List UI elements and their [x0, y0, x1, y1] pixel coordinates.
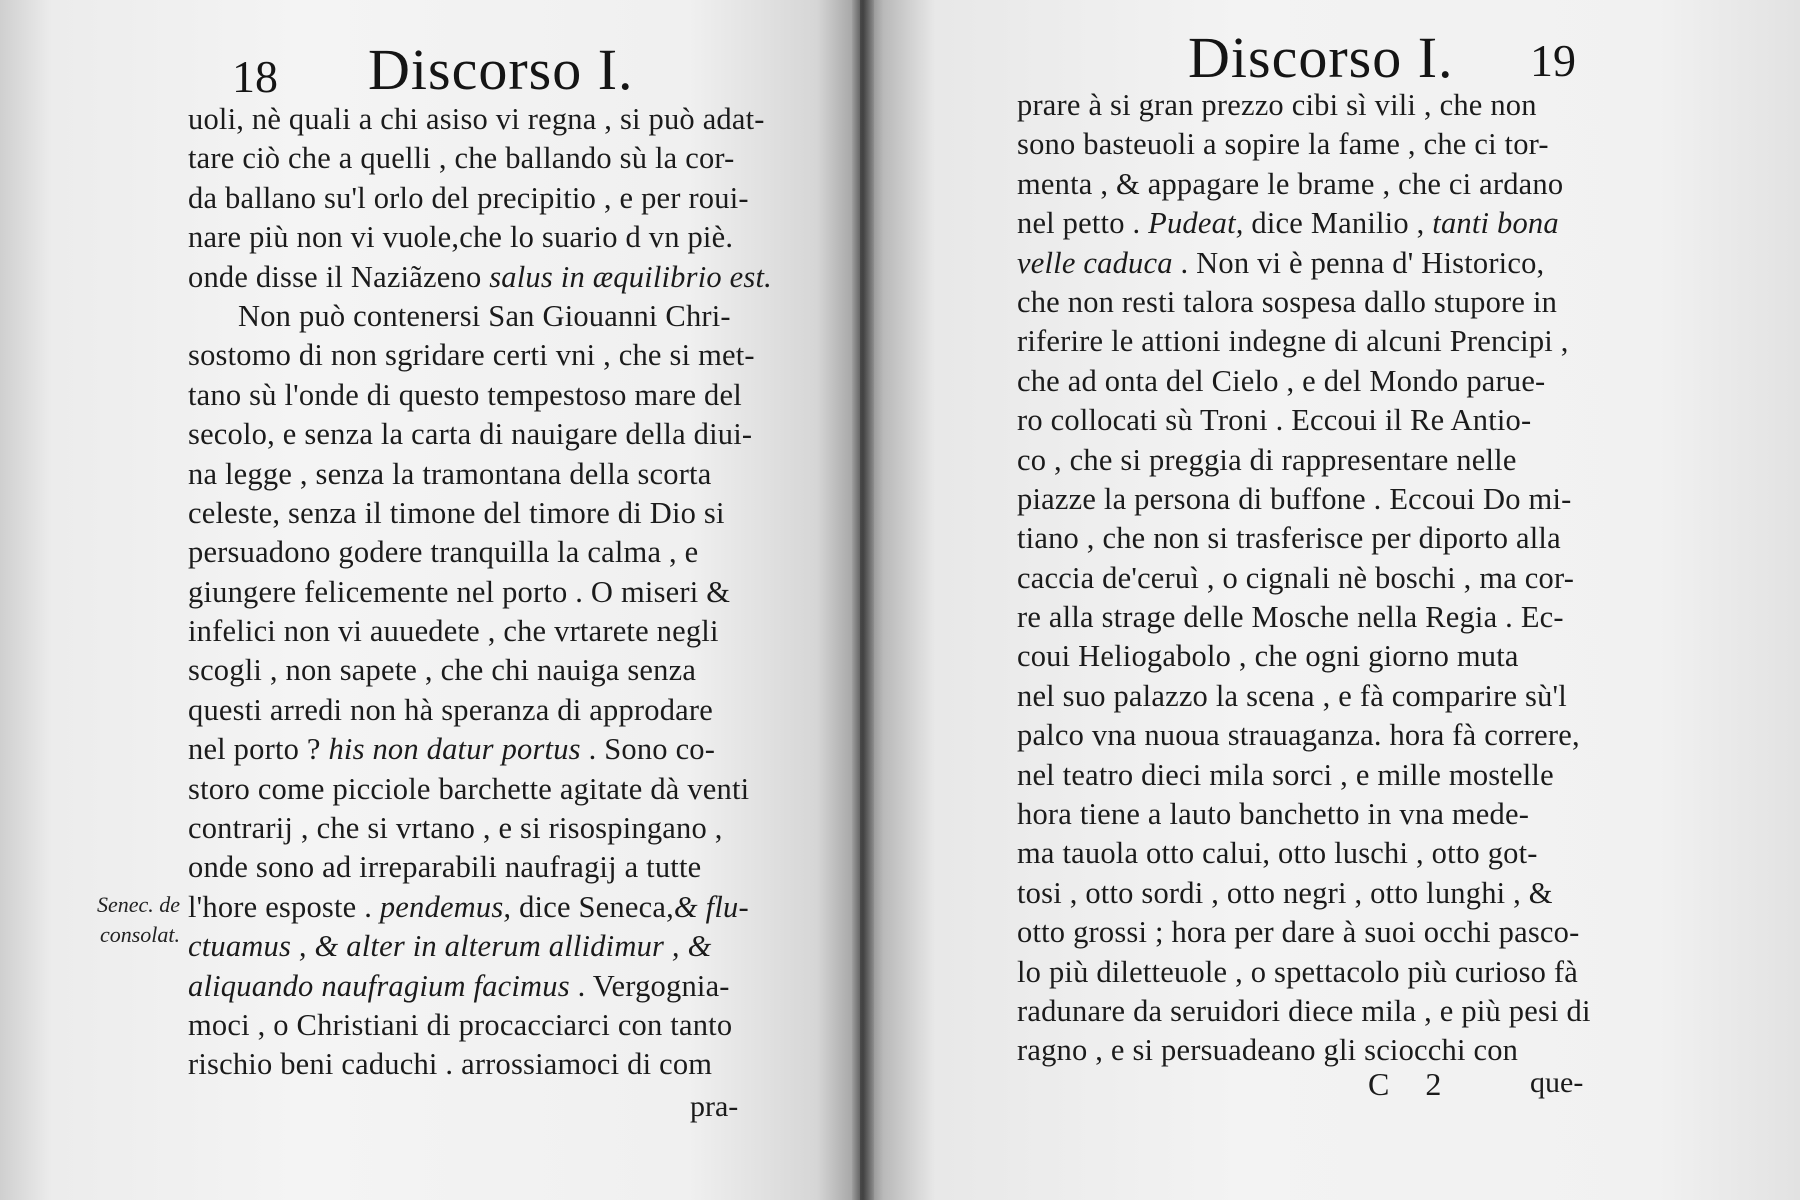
roman-text: hora tiene a lauto banchetto in vna mede-	[1017, 797, 1530, 832]
roman-text: onde sono ad irreparabili naufragij a tutte	[188, 850, 702, 885]
roman-text: tano sù l'onde di questo tempestoso mare del	[188, 377, 742, 412]
text-line	[1017, 283, 1677, 322]
text-line	[1017, 204, 1677, 243]
text-line	[188, 494, 808, 533]
text-line	[1017, 874, 1677, 913]
roman-text: dice Manilio ,	[1243, 206, 1433, 241]
text-line	[1017, 795, 1677, 834]
roman-text: questi arredi non hà speranza di approdare	[188, 692, 713, 727]
left-page	[0, 0, 860, 1200]
text-line	[1017, 244, 1677, 283]
italic-text: aliquando naufragium facimus	[188, 968, 570, 1003]
roman-text: otto grossi ; hora per dare à suoi occhi pasco-	[1017, 915, 1580, 950]
roman-text: nel teatro dieci mila sorci , e mille mostelle	[1017, 757, 1554, 792]
roman-text: lo più diletteuole , o spettacolo più curioso fà	[1017, 954, 1579, 989]
roman-text: co , che si preggia di rappresentare nelle	[1017, 442, 1517, 477]
text-line	[1017, 1031, 1677, 1070]
text-line	[188, 297, 808, 336]
roman-text: rischio beni caduchi . arrossiamoci di com	[188, 1047, 713, 1082]
text-line	[188, 730, 808, 769]
text-line	[1017, 637, 1677, 676]
roman-text: piazze la persona di buffone . Eccoui Do mi-	[1017, 481, 1572, 516]
text-line	[1017, 480, 1677, 519]
text-line	[1017, 86, 1677, 125]
roman-text: re alla strage delle Mosche nella Regia . Ec-	[1017, 600, 1564, 635]
roman-text: celeste, senza il timone del timore di Dio si	[188, 495, 725, 530]
text-line	[188, 376, 808, 415]
italic-text: Pudeat,	[1148, 206, 1244, 241]
text-line	[1017, 441, 1677, 480]
text-line	[1017, 992, 1677, 1031]
text-line	[188, 691, 808, 730]
roman-text: nare più non vi vuole,che lo suario d vn piè.	[188, 220, 734, 255]
text-line	[1017, 519, 1677, 558]
roman-text: tare ciò che a quelli , che ballando sù la cor-	[188, 141, 735, 176]
text-line	[1017, 677, 1677, 716]
text-line	[188, 888, 808, 927]
running-head: Discorso I.	[368, 37, 634, 102]
body-text	[1017, 86, 1677, 1071]
text-line	[188, 612, 808, 651]
roman-text: che ad onta del Cielo , e del Mondo parue-	[1017, 363, 1546, 398]
signature-mark: C 2	[1368, 1066, 1456, 1102]
roman-text: palco vna nuoua strauaganza. hora fà correre,	[1017, 718, 1580, 753]
running-head: Discorso I.	[1188, 25, 1454, 90]
marginal-note-line: Senec. de	[96, 892, 180, 917]
roman-text: . Vergognia-	[569, 968, 730, 1003]
marginal-note-line: consolat.	[99, 922, 180, 947]
text-line	[1017, 559, 1677, 598]
roman-text: nel petto .	[1017, 206, 1149, 241]
text-line	[188, 455, 808, 494]
roman-text: ro collocati sù Troni . Eccoui il Re Antio-	[1017, 403, 1532, 438]
roman-text: dice Seneca,	[511, 889, 674, 924]
text-line	[188, 336, 808, 375]
text-line	[1017, 598, 1677, 637]
text-line	[188, 573, 808, 612]
roman-text: prare à si gran prezzo cibi sì vili , che non	[1017, 88, 1537, 122]
italic-text: & flu-	[673, 889, 749, 924]
roman-text: giungere felicemente nel porto . O miseri &	[188, 574, 731, 609]
roman-text: na legge , senza la tramontana della scorta	[188, 456, 712, 491]
text-line	[188, 848, 808, 887]
roman-text: caccia de'ceruì , o cignali nè boschi , ma cor-	[1017, 560, 1575, 595]
text-line	[188, 651, 808, 690]
text-line	[188, 1006, 808, 1045]
right-page	[860, 0, 1800, 1200]
roman-text: storo come picciole barchette agitate dà venti	[188, 771, 750, 806]
roman-text: infelici non vi auuedete , che vrtarete negli	[188, 614, 719, 649]
roman-text: . Non vi è penna d' Historico,	[1172, 245, 1545, 280]
roman-text: sostomo di non sgridare certi vni , che si met-	[188, 338, 755, 373]
roman-text: sono basteuoli a sopire la fame , che ci tor-	[1017, 127, 1549, 162]
body-text	[188, 100, 808, 1085]
book-gutter	[852, 0, 874, 1200]
italic-text: tanti bona	[1432, 206, 1559, 241]
text-line	[188, 533, 808, 572]
roman-text: ma tauola otto calui, otto luschi , otto got-	[1017, 836, 1538, 871]
roman-text: che non resti talora sospesa dallo stupore in	[1017, 284, 1558, 319]
text-line	[188, 218, 808, 257]
roman-text: persuadono godere tranquilla la calma , e	[188, 535, 699, 570]
italic-text: velle caduca	[1017, 245, 1173, 280]
text-line	[188, 967, 808, 1006]
roman-text: nel suo palazzo la scena , e fà comparire sù'l	[1017, 678, 1567, 713]
roman-text: uoli, nè quali a chi asiso vi regna , si può adat-	[188, 102, 765, 136]
text-line	[1017, 165, 1677, 204]
text-line	[188, 770, 808, 809]
roman-text: tosi , otto sordi , otto negri , otto lunghi , &	[1017, 875, 1553, 910]
text-line	[1017, 362, 1677, 401]
roman-text: menta , & appagare le brame , che ci ardano	[1017, 166, 1564, 201]
text-line	[188, 809, 808, 848]
text-line	[188, 179, 808, 218]
italic-text: his non datur portus	[328, 732, 581, 767]
text-line	[188, 1045, 808, 1084]
text-line	[1017, 913, 1677, 952]
italic-text: salus in æquilibrio est.	[489, 259, 772, 294]
roman-text: contrarij , che si vrtano , e si risospingano ,	[188, 811, 723, 846]
roman-text: coui Heliogabolo , che ogni giorno muta	[1017, 639, 1519, 674]
roman-text: onde disse il Naziãzeno	[188, 259, 490, 294]
text-line	[188, 927, 808, 966]
roman-text: ragno , e si persuadeano gli sciocchi con	[1017, 1033, 1519, 1068]
text-line	[188, 415, 808, 454]
roman-text: . Sono co-	[580, 732, 716, 767]
text-line	[188, 258, 808, 297]
roman-text: da ballano su'l orlo del precipitio , e per roui-	[188, 180, 749, 215]
page-number: 19	[1530, 35, 1576, 86]
roman-text: nel porto ?	[188, 732, 329, 767]
marginal-note	[60, 890, 180, 950]
catchword: que-	[1530, 1066, 1584, 1099]
text-line	[1017, 401, 1677, 440]
text-line	[1017, 756, 1677, 795]
italic-text: ctuamus , & alter in alterum allidimur , &	[188, 929, 712, 964]
roman-text: secolo, e senza la carta di nauigare della diui-	[188, 417, 753, 452]
text-line	[1017, 834, 1677, 873]
text-line	[1017, 125, 1677, 164]
roman-text: moci , o Christiani di procacciarci con tanto	[188, 1007, 733, 1042]
italic-text: pendemus,	[379, 889, 512, 924]
text-line	[1017, 716, 1677, 755]
text-line	[188, 100, 808, 139]
roman-text: scogli , non sapete , che chi nauiga senza	[188, 653, 697, 688]
text-line	[188, 139, 808, 178]
page-number: 18	[232, 51, 278, 102]
roman-text: Non può contenersi San Giouanni Chri-	[238, 298, 731, 333]
roman-text: riferire le attioni indegne di alcuni Prencipi ,	[1017, 324, 1569, 359]
roman-text: l'hore esposte .	[188, 889, 380, 924]
text-line	[1017, 322, 1677, 361]
catchword: pra-	[690, 1090, 739, 1123]
roman-text: tiano , che non si trasferisce per diporto alla	[1017, 521, 1561, 556]
roman-text: radunare da seruidori diece mila , e più pesi di	[1017, 993, 1591, 1028]
text-line	[1017, 953, 1677, 992]
